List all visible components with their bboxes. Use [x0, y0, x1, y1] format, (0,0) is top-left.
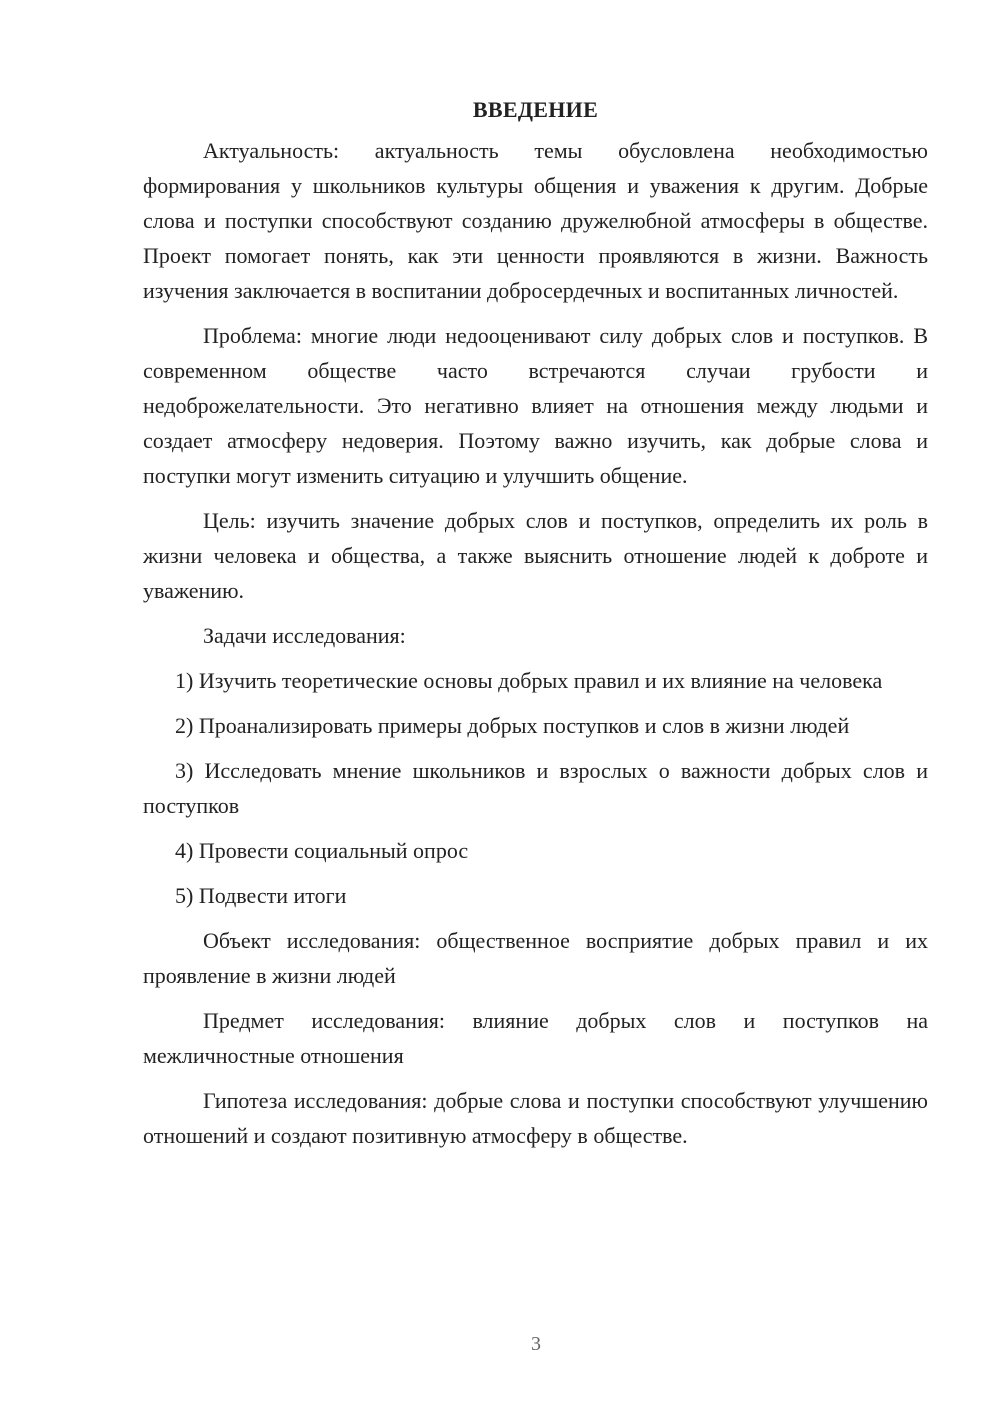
subject-paragraph: Предмет исследования: влияние добрых слов и поступков на межличностные отношения [143, 1008, 928, 1068]
tasks-heading: Задачи исследования: [203, 623, 406, 648]
list-item: 1) Изучить теоретические основы добрых правил и их влияние на человека [175, 668, 883, 693]
hypothesis-paragraph: Гипотеза исследования: добрые слова и поступки способствуют улучшению отношений и создают позитивную атмосферу в обществе. [143, 1088, 928, 1148]
page-title: ВВЕДЕНИЕ [472, 97, 599, 122]
problem-paragraph: Проблема: многие люди недооценивают силу добрых слов и поступков. В современном обществе часто встречаются случаи грубости и недоброжелательности. Это негативно влияет на отношения между людьми и создает атмосферу недоверия. Поэтому важно изучить, как добрые слова и поступки могут изменить ситуацию и улучшить общение. [143, 323, 928, 488]
list-item: 2) Проанализировать примеры добрых поступков и слов в жизни людей [175, 713, 850, 738]
list-item: 3) Исследовать мнение школьников и взрослых о важности добрых слов и поступков [143, 758, 928, 818]
list-item: 4) Провести социальный опрос [175, 838, 469, 863]
list-item: 5) Подвести итоги [175, 883, 347, 908]
goal-paragraph: Цель: изучить значение добрых слов и поступков, определить их роль в жизни человека и общества, а также выяснить отношение людей к доброте и уважению. [143, 508, 928, 603]
page-number: 3 [531, 1333, 541, 1355]
document-page [143, 92, 928, 1163]
object-paragraph: Объект исследования: общественное восприятие добрых правил и их проявление в жизни людей [143, 928, 928, 988]
relevance-paragraph: Актуальность: актуальность темы обусловлена необходимостью формирования у школьников культуры общения и уважения к другим. Добрые слова и поступки способствуют созданию дружелюбной атмосферы в обществе. Проект помогает понять, как эти ценности проявляются в жизни. Важность изучения заключается в воспитании добросердечных и воспитанных личностей. [143, 138, 928, 303]
